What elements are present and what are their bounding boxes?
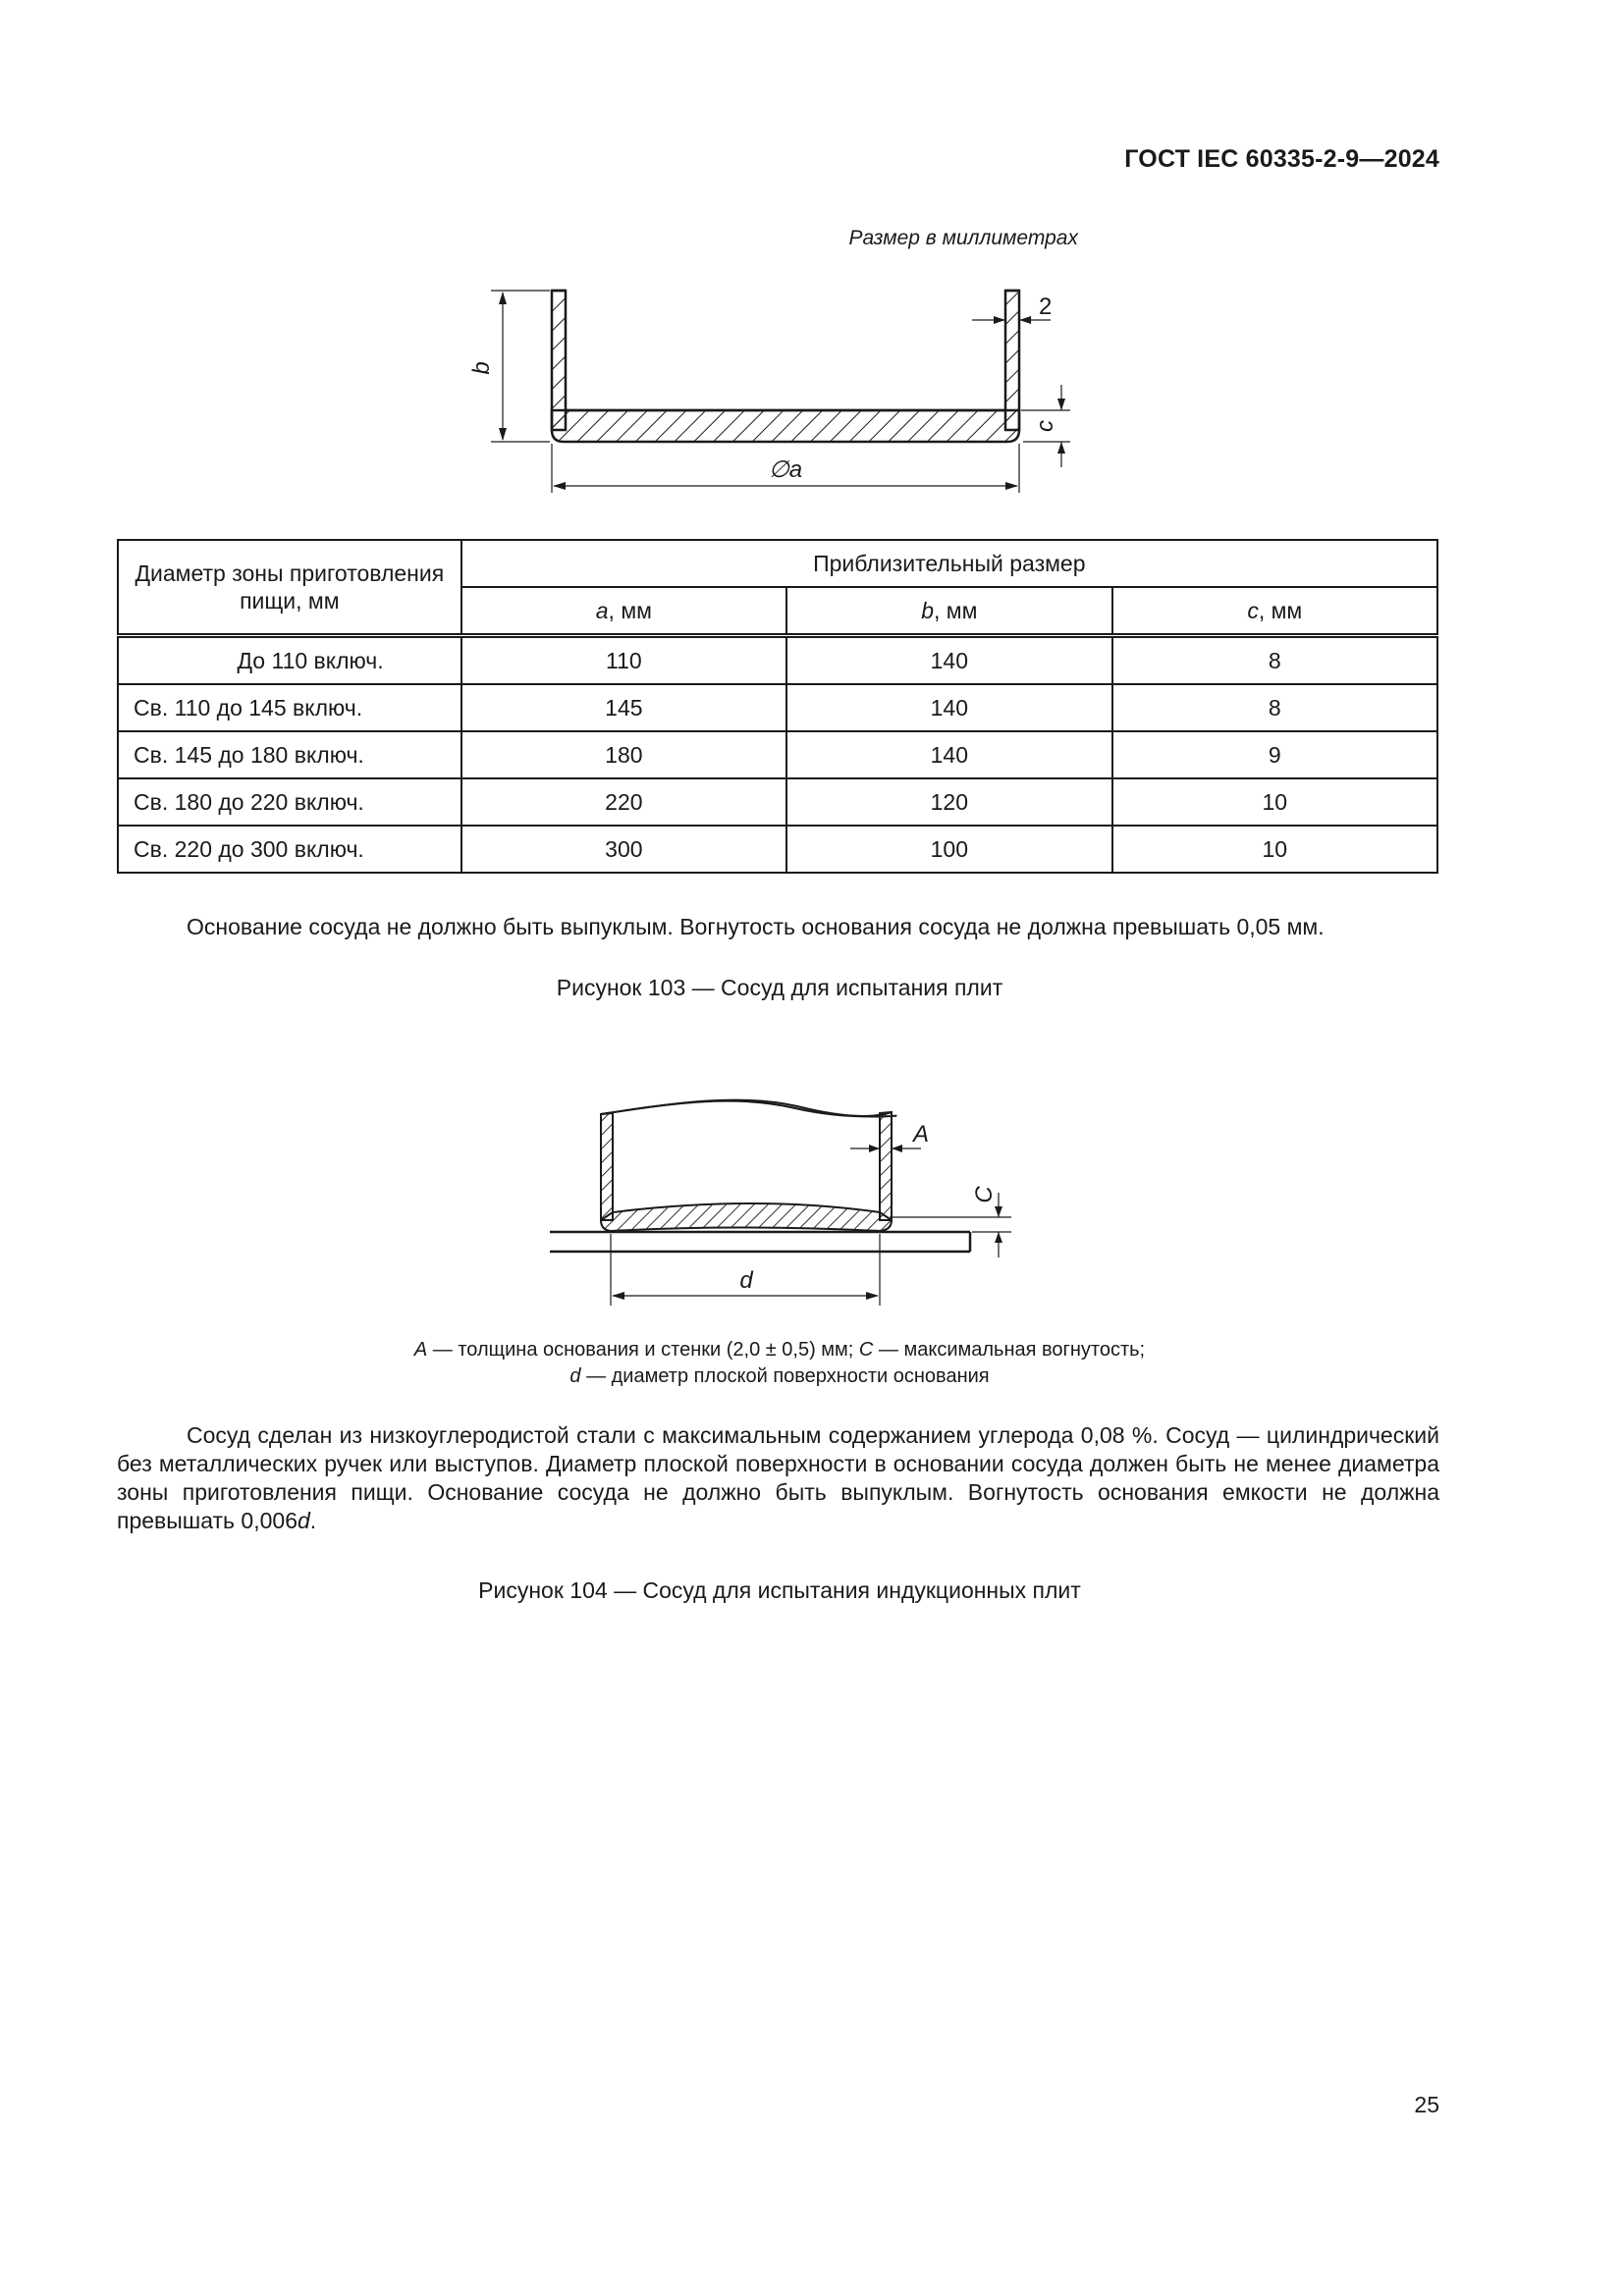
cell-c: 9 — [1112, 731, 1437, 778]
vessel-left-wall — [552, 291, 566, 430]
dim-label-C: C — [971, 1186, 998, 1203]
cell-a: 220 — [461, 778, 786, 826]
cell-b: 140 — [786, 731, 1111, 778]
dim-label-b: b — [468, 361, 495, 375]
cell-c: 8 — [1112, 684, 1437, 731]
vessel-concave-base — [601, 1203, 892, 1231]
cell-range: Св. 145 до 180 включ. — [118, 731, 461, 778]
figure-103-note: Основание сосуда не должно быть выпуклым. Вогнутость основания сосуда не должна превышать 0,05 мм. — [187, 914, 1325, 939]
legend-symbol-d: d — [569, 1365, 581, 1387]
figure-104-description — [117, 1421, 1439, 1535]
col-a-unit: , мм — [608, 597, 652, 623]
cell-c: 8 — [1112, 636, 1437, 685]
legend-symbol-C: C — [858, 1339, 874, 1361]
table-row — [118, 636, 1437, 685]
cell-c: 10 — [1112, 778, 1437, 826]
units-note: Размер в миллиметрах — [848, 227, 1078, 249]
dim-label-A: A — [913, 1121, 930, 1148]
table-row — [118, 778, 1437, 826]
dim-label-c: c — [1032, 420, 1058, 432]
vessel-base — [552, 410, 1019, 442]
cell-range: Св. 180 до 220 включ. — [118, 778, 461, 826]
vessel-right-wall — [1005, 291, 1019, 430]
dim-label-a: ∅a — [768, 456, 803, 483]
col-b-symbol: b — [921, 597, 934, 623]
cell-range: Св. 110 до 145 включ. — [118, 684, 461, 731]
col-c-symbol: c — [1247, 597, 1259, 623]
cell-b: 140 — [786, 636, 1111, 685]
table-row — [118, 684, 1437, 731]
legend-text-A: — толщина основания и стенки (2,0 ± 0,5) мм; — [427, 1339, 859, 1361]
legend-symbol-A: A — [413, 1339, 428, 1361]
figure-104-legend-line2 — [0, 1363, 1559, 1389]
cell-a: 145 — [461, 684, 786, 731]
cell-a: 110 — [461, 636, 786, 685]
col-header-zone: Диаметр зоны приготовления пищи, мм — [118, 540, 461, 636]
table-row — [118, 731, 1437, 778]
cell-range: До 110 включ. — [118, 636, 461, 685]
cell-b: 100 — [786, 826, 1111, 873]
description-text: Сосуд сделан из низкоуглеродистой стали с максимальным содержанием углерода 0,08 %. Сосуд — цилиндрический без металлических ручек или выступов. Диаметр плоской поверхности в основании сосуда должен быть не менее диаметра зоны приготовления пищи. Основание сосуда не должно быть выпуклым. Вогнутость основания емкости не должна превышать 0,006 — [117, 1422, 1439, 1533]
figure-104-diagram — [540, 1085, 1051, 1315]
cell-b: 120 — [786, 778, 1111, 826]
page-number: 25 — [1414, 2092, 1439, 2117]
dimensions-table — [117, 539, 1438, 874]
dim-label-wall: 2 — [1039, 294, 1053, 320]
cell-a: 180 — [461, 731, 786, 778]
description-end: . — [309, 1508, 317, 1533]
col-header-a — [461, 587, 786, 636]
standard-header: ГОСТ IEC 60335-2-9—2024 — [1124, 145, 1439, 173]
figure-103-diagram — [468, 275, 1100, 510]
cell-b: 140 — [786, 684, 1111, 731]
legend-text-d: — диаметр плоской поверхности основания — [580, 1365, 990, 1387]
cell-range: Св. 220 до 300 включ. — [118, 826, 461, 873]
legend-text-C: — максимальная вогнутость; — [873, 1339, 1146, 1361]
col-header-c — [1112, 587, 1437, 636]
col-a-symbol: a — [595, 597, 609, 623]
table-row — [118, 826, 1437, 873]
cell-a: 300 — [461, 826, 786, 873]
col-b-unit: , мм — [934, 597, 978, 623]
col-header-b — [786, 587, 1111, 636]
description-var-d: d — [298, 1508, 310, 1533]
figure-104-caption: Рисунок 104 — Сосуд для испытания индукционных плит — [478, 1577, 1081, 1603]
col-c-unit: , мм — [1258, 597, 1303, 623]
figure-104-legend-line1 — [0, 1337, 1559, 1362]
vessel-break-line — [601, 1101, 896, 1117]
figure-103-caption: Рисунок 103 — Сосуд для испытания плит — [556, 975, 1003, 1000]
col-header-group: Приблизительный размер — [461, 540, 1437, 587]
dim-label-d: d — [739, 1267, 753, 1294]
cell-c: 10 — [1112, 826, 1437, 873]
